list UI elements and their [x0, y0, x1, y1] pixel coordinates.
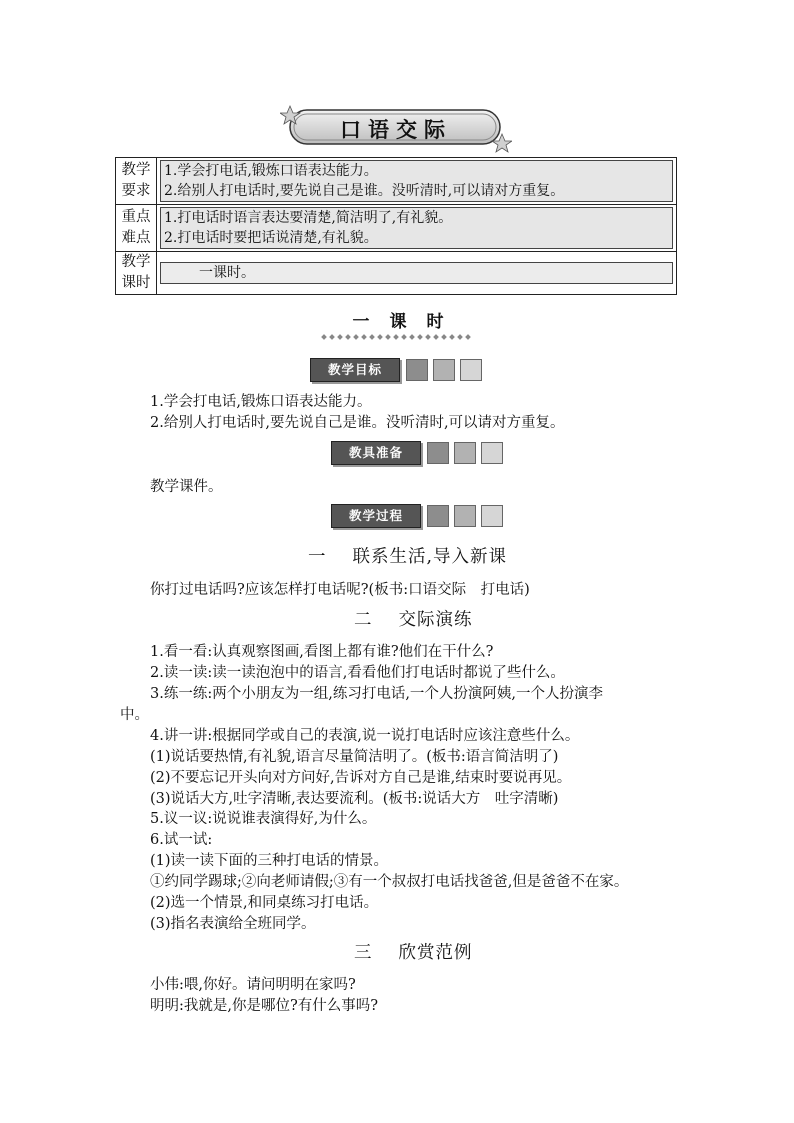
square-icon — [460, 359, 482, 381]
row-label — [116, 252, 157, 295]
period-box: 一课时。 — [160, 262, 673, 284]
label-line: 教学 — [121, 162, 151, 178]
tag-teaching-process — [331, 504, 506, 528]
square-icon — [427, 505, 449, 527]
tag-label: 教学目标 — [310, 358, 400, 382]
paragraph: 你打过电话吗?应该怎样打电话呢?(板书:口语交际 打电话) — [150, 582, 530, 598]
square-icon — [481, 442, 503, 464]
dialogue-line: 明明:我就是,你是哪位?有什么事吗? — [150, 998, 379, 1014]
tag-teaching-tools — [331, 441, 506, 465]
section-title: 交际演练 — [398, 610, 473, 630]
list-item: 3.练一练:两个小朋友为一组,练习打电话,一个人扮演阿姨,一个人扮演李 — [150, 686, 604, 702]
square-icon — [481, 505, 503, 527]
label-line: 重点 — [121, 209, 151, 225]
section-heading-3 — [354, 942, 473, 964]
content-line: 2.打电话时要把话说清楚,有礼貌。 — [164, 230, 378, 246]
square-icon — [406, 359, 428, 381]
lesson-heading — [318, 307, 478, 343]
list-item: 1.看一看:认真观察图画,看图上都有谁?他们在干什么? — [150, 644, 494, 660]
goal-line: 1.学会打电话,锻炼口语表达能力。 — [150, 394, 372, 410]
tools-text: 教学课件。 — [150, 479, 223, 495]
section-number: 二 — [354, 610, 373, 630]
list-item: ①约同学踢球;②向老师请假;③有一个叔叔打电话找爸爸,但是爸爸不在家。 — [150, 874, 629, 890]
list-item: 5.议一议:说说谁表演得好,为什么。 — [150, 811, 377, 827]
list-item: (3)指名表演给全班同学。 — [150, 916, 316, 932]
square-icon — [454, 442, 476, 464]
section-number: 一 — [308, 547, 327, 567]
title-banner — [280, 104, 512, 154]
section-title: 欣赏范例 — [398, 943, 473, 963]
tag-teaching-goals — [310, 358, 485, 382]
dotted-ornament-icon — [318, 329, 478, 343]
content-line: 1.打电话时语言表达要清楚,简洁明了,有礼貌。 — [164, 210, 453, 226]
list-item: 2.读一读:读一读泡泡中的语言,看看他们打电话时都说了些什么。 — [150, 665, 565, 681]
section-number: 三 — [354, 943, 373, 963]
square-icon — [454, 505, 476, 527]
label-line: 课时 — [121, 275, 151, 291]
lesson-title: 一课时 — [352, 312, 464, 332]
list-item: (1)说话要热情,有礼貌,语言尽量简洁明了。(板书:语言简洁明了) — [150, 749, 559, 765]
section-heading-2 — [354, 609, 473, 631]
list-item: (2)不要忘记开头向对方问好,告诉对方自己是谁,结束时要说再见。 — [150, 770, 572, 786]
tag-label: 教学过程 — [331, 504, 421, 528]
square-icon — [433, 359, 455, 381]
row-content — [157, 205, 677, 252]
table-row — [116, 252, 677, 295]
square-icon — [427, 442, 449, 464]
list-item: 4.讲一讲:根据同学或自己的表演,说一说打电话时应该注意些什么。 — [150, 728, 580, 744]
row-content — [157, 158, 677, 205]
row-label — [116, 205, 157, 252]
banner-title: 口语交际 — [340, 118, 452, 142]
section-title: 联系生活,导入新课 — [352, 547, 508, 567]
content-line: 1.学会打电话,锻炼口语表达能力。 — [164, 163, 378, 179]
list-item: 中。 — [120, 707, 149, 723]
content-line: 2.给别人打电话时,要先说自己是谁。没听清时,可以请对方重复。 — [164, 183, 565, 199]
label-line: 要求 — [121, 183, 151, 199]
label-line: 难点 — [121, 230, 151, 246]
list-item: (1)读一读下面的三种打电话的情景。 — [150, 853, 389, 869]
dialogue-line: 小伟:喂,你好。请问明明在家吗? — [150, 977, 356, 993]
table-row — [116, 205, 677, 252]
row-content — [157, 252, 677, 295]
goal-line: 2.给别人打电话时,要先说自己是谁。没听清时,可以请对方重复。 — [150, 415, 565, 431]
label-line: 教学 — [121, 254, 151, 270]
list-item: (2)选一个情景,和同桌练习打电话。 — [150, 895, 379, 911]
lesson-info-table — [115, 157, 677, 295]
table-row — [116, 158, 677, 205]
list-item: 6.试一试: — [150, 832, 213, 848]
list-item: (3)说话大方,吐字清晰,表达要流利。(板书:说话大方 吐字清晰) — [150, 791, 559, 807]
tag-label: 教具准备 — [331, 441, 421, 465]
row-label — [116, 158, 157, 205]
section-heading-1 — [308, 546, 507, 568]
